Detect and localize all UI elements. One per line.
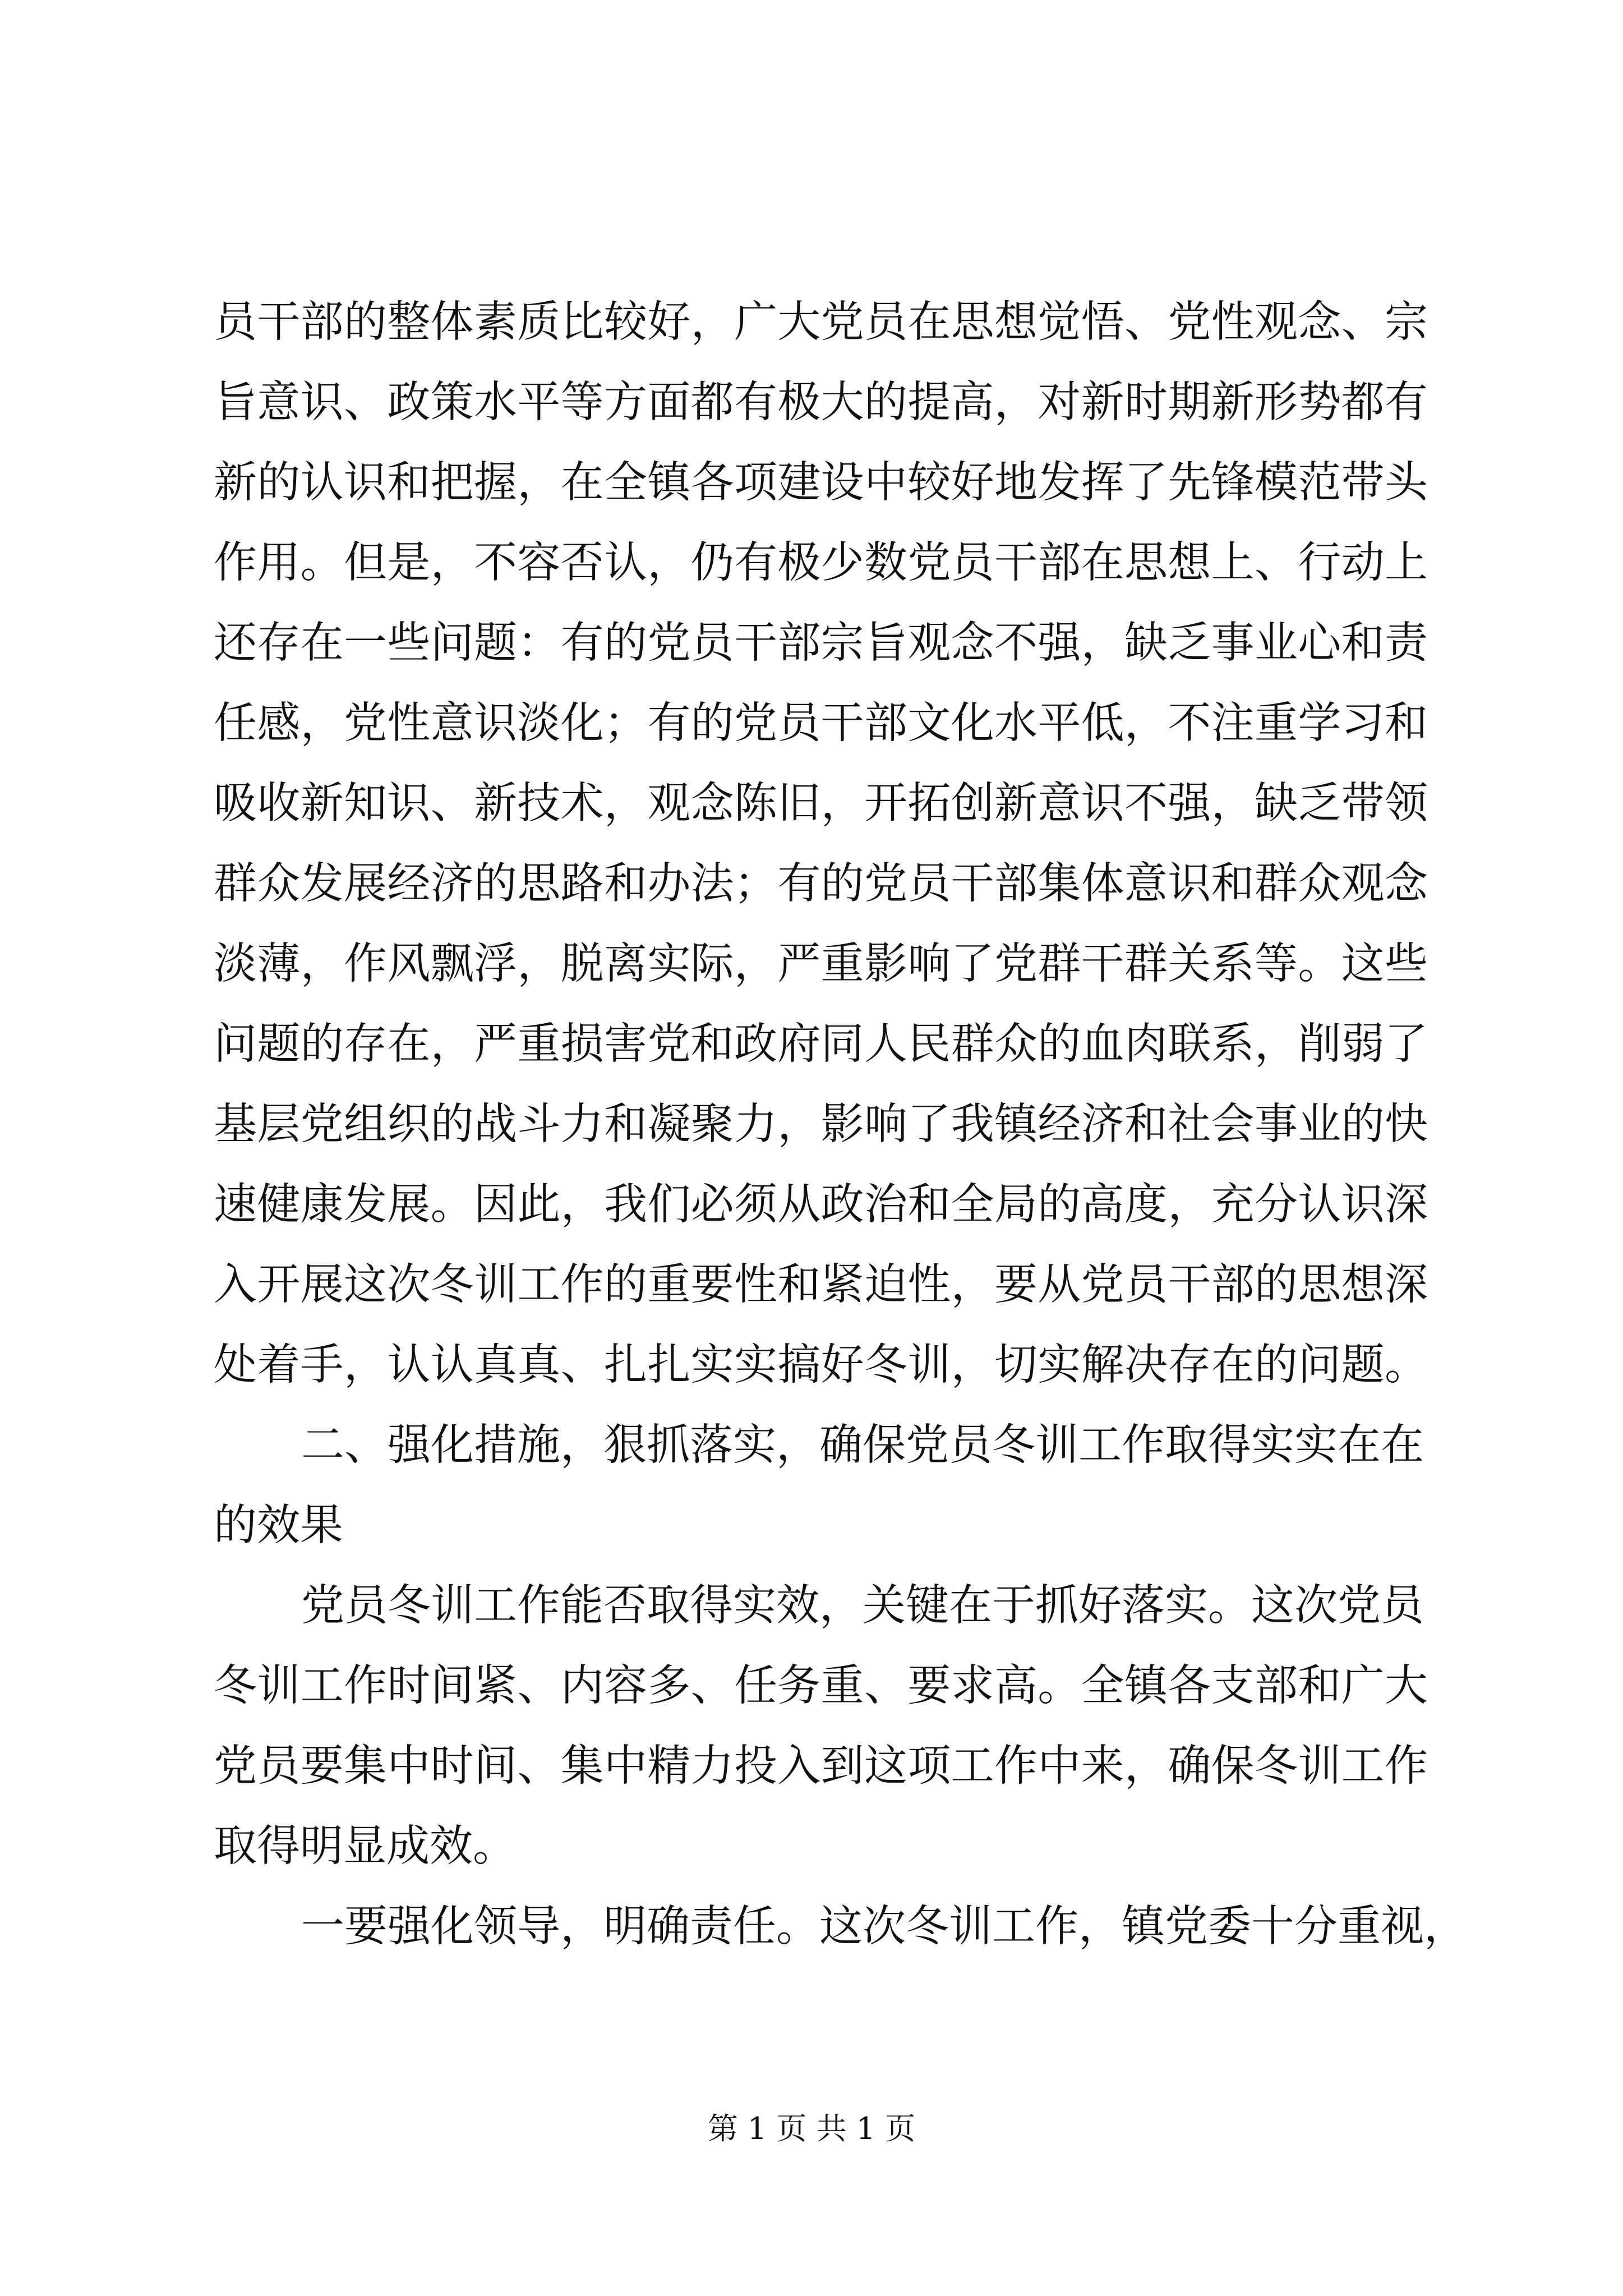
text-line: 入开展这次冬训工作的重要性和紧迫性，要从党员干部的思想深 [214, 1260, 1428, 1310]
text-line: 新的认识和把握，在全镇各项建设中较好地发挥了先锋模范带头 [214, 458, 1428, 508]
document-body [214, 282, 1467, 1967]
text-line: 基层党组织的战斗力和凝聚力，影响了我镇经济和社会事业的快 [214, 1099, 1428, 1149]
text-line: 党员要集中时间、集中精力投入到这项工作中来，确保冬训工作 [214, 1741, 1428, 1791]
text-line: 问题的存在，严重损害党和政府同人民群众的血肉联系，削弱了 [214, 1019, 1428, 1069]
text-line: 员干部的整体素质比较好，广大党员在思想觉悟、党性观念、宗 [214, 297, 1428, 347]
text-line: 一要强化领导，明确责任。这次冬训工作，镇党委十分重视， [301, 1902, 1467, 1952]
text-line: 处着手，认认真真、扎扎实实搞好冬训，切实解决存在的问题。 [214, 1340, 1428, 1390]
text-line: 旨意识、政策水平等方面都有极大的提高，对新时期新形势都有 [214, 378, 1428, 427]
text-line: 的效果 [214, 1501, 343, 1550]
text-line: 还存在一些问题：有的党员干部宗旨观念不强，缺乏事业心和责 [214, 618, 1428, 668]
text-line: 淡薄，作风飘浮，脱离实际，严重影响了党群干群关系等。这些 [214, 939, 1428, 989]
text-line: 群众发展经济的思路和办法；有的党员干部集体意识和群众观念 [214, 859, 1428, 909]
page-footer: 第 1 页 共 1 页 [707, 2111, 916, 2146]
text-line: 冬训工作时间紧、内容多、任务重、要求高。全镇各支部和广大 [214, 1661, 1428, 1711]
text-line: 党员冬训工作能否取得实效，关键在于抓好落实。这次党员 [301, 1581, 1424, 1631]
text-line: 速健康发展。因此，我们必须从政治和全局的高度，充分认识深 [214, 1180, 1428, 1230]
text-line: 任感，党性意识淡化；有的党员干部文化水平低，不注重学习和 [214, 698, 1428, 748]
text-line: 作用。但是，不容否认，仍有极少数党员干部在思想上、行动上 [214, 538, 1428, 588]
text-line: 取得明显成效。 [214, 1821, 516, 1871]
text-line: 吸收新知识、新技术，观念陈旧，开拓创新意识不强，缺乏带领 [214, 779, 1428, 829]
text-line: 二、强化措施，狠抓落实，确保党员冬训工作取得实实在在 [301, 1420, 1424, 1470]
